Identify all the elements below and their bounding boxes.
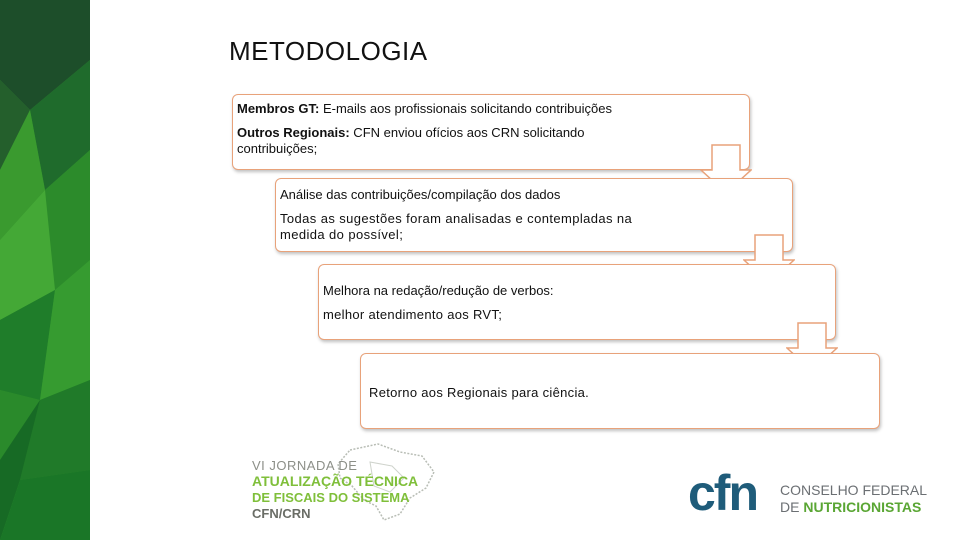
cfn-logo-line-2-highlight: NUTRICIONISTAS <box>803 499 922 515</box>
step-2-heading: Análise das contribuições/compilação dos dados <box>280 187 561 202</box>
step-box-4 <box>360 353 880 429</box>
step-1-label-regionais: Outros Regionais: <box>237 125 350 140</box>
left-decorative-band <box>0 0 90 540</box>
event-logo-line-4: CFN/CRN <box>252 506 311 521</box>
event-logo-line-3: DE FISCAIS DO SISTEMA <box>252 490 410 505</box>
cfn-logo-line-2-prefix: DE <box>780 499 804 515</box>
cfn-logo-line-1: CONSELHO FEDERAL <box>780 482 928 498</box>
step-1-line-2 <box>237 125 637 157</box>
step-box-2 <box>275 178 793 252</box>
step-1-text-regionais: CFN enviou ofícios aos CRN solicitando contribuições; <box>237 125 585 156</box>
event-logo-line-1: VI JORNADA DE <box>252 458 358 473</box>
cfn-logo <box>688 465 938 524</box>
cfn-logo-mark-text: cfn <box>688 465 757 521</box>
page-title: METODOLOGIA <box>229 36 428 66</box>
cfn-logo-mark <box>688 465 757 521</box>
step-3-body: melhor atendimento aos RVT; <box>323 307 503 322</box>
event-logo <box>252 442 442 526</box>
step-2-body: Todas as sugestões foram analisadas e contempladas na medida do possível; <box>280 211 633 242</box>
step-4-body: Retorno aos Regionais para ciência. <box>369 385 590 400</box>
step-1-line-1 <box>237 101 745 117</box>
cfn-logo-text <box>780 482 927 516</box>
step-3-heading: Melhora na redação/redução de verbos: <box>323 283 554 298</box>
step-box-1 <box>232 94 750 170</box>
step-box-3 <box>318 264 836 340</box>
green-polygon-background <box>0 0 90 540</box>
step-1-text-members: E-mails aos profissionais solicitando contribuições <box>319 101 612 116</box>
event-logo-line-2: ATUALIZAÇÃO TÉCNICA <box>252 473 419 489</box>
cfn-logo-line-2 <box>780 499 927 516</box>
step-1-label-members: Membros GT: <box>237 101 320 116</box>
